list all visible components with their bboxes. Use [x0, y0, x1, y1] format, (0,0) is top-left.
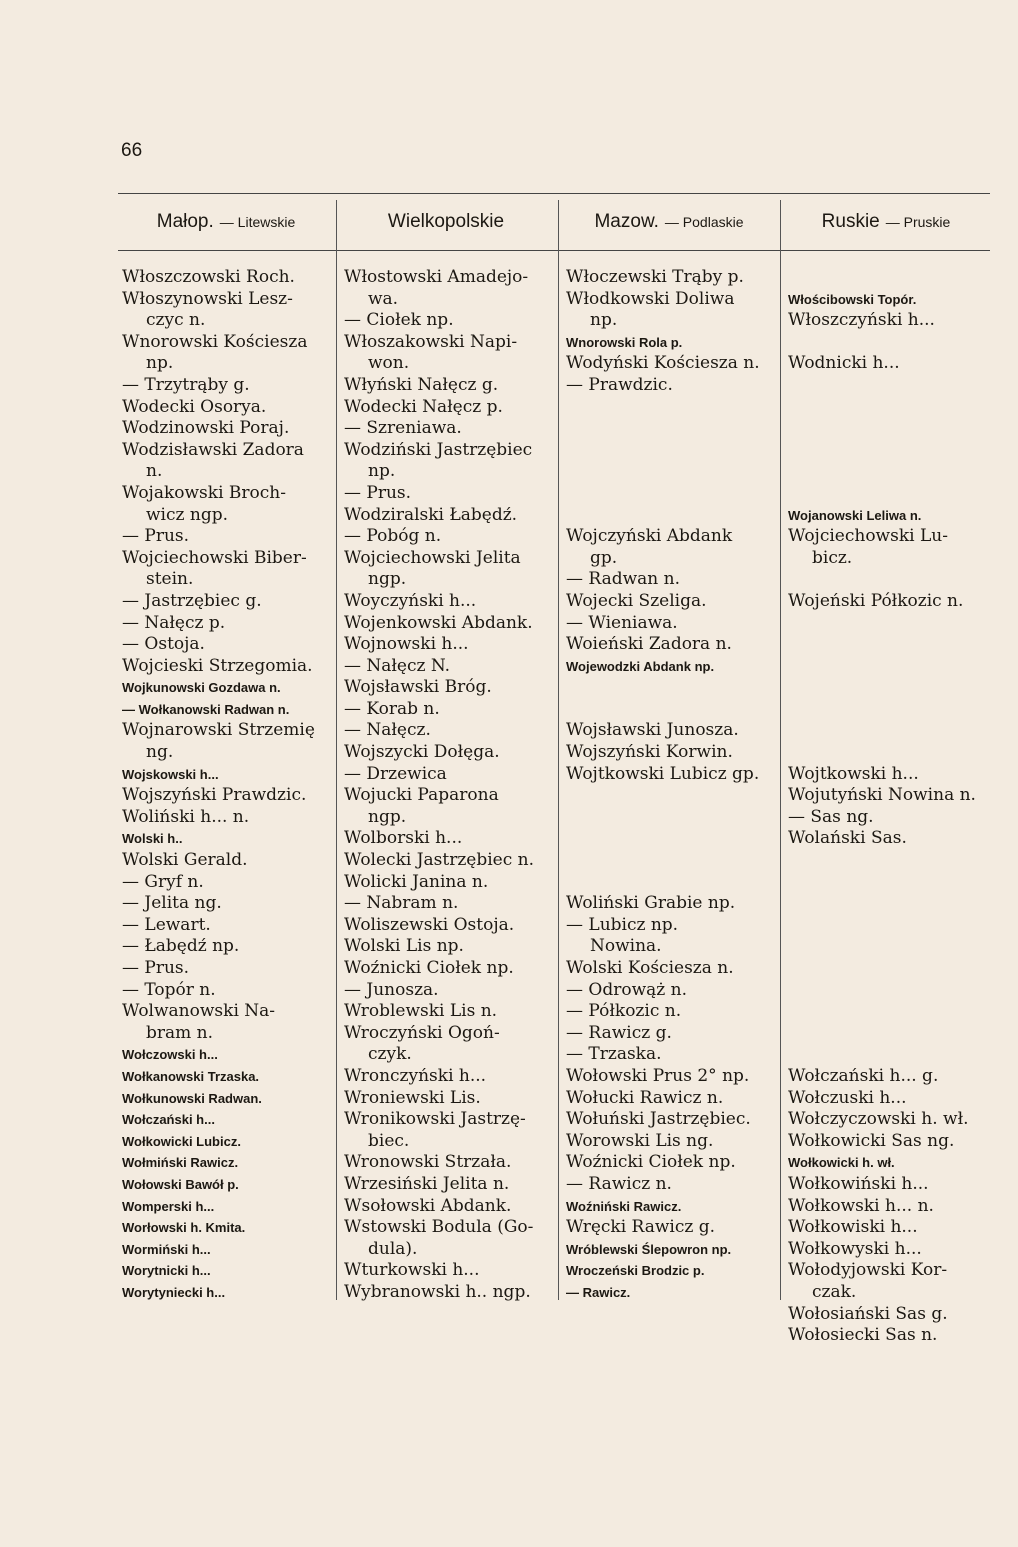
list-item: bram n. [146, 1022, 214, 1043]
list-item: Wołkowski h... n. [788, 1195, 934, 1216]
list-item: — Ciołek np. [344, 310, 454, 331]
list-item: Wołczowski h... [122, 1047, 218, 1063]
header-ruskie-pruskie [782, 197, 990, 247]
list-item: Włoszynowski Lesz- [122, 288, 293, 309]
list-item: Wroczyński Ogoń- [344, 1022, 500, 1043]
list-item: Wronczyński h... [344, 1065, 487, 1086]
list-item: Wołowski Bawół p. [122, 1176, 239, 1192]
list-item: — Półkozic n. [566, 1001, 682, 1022]
header-mazow-podlaskie [558, 197, 780, 247]
list-item: Wołkowicki Lubicz. [122, 1133, 241, 1149]
list-item: czyc n. [146, 310, 206, 331]
list-item: np. [146, 353, 174, 374]
list-item: Wormiński h... [122, 1241, 211, 1257]
list-item: Wołosiański Sas g. [788, 1303, 948, 1324]
list-item: — Ostoja. [122, 634, 205, 655]
list-item: Wojutyński Nowina n. [788, 785, 976, 806]
list-item: Wojecki Szeliga. [566, 590, 707, 611]
list-item: Wojenkowski Abdank. [344, 612, 533, 633]
list-item: — Rawicz g. [566, 1022, 672, 1043]
list-item: Woyczyński h... [344, 590, 477, 611]
list-item: Wodziński Jastrzębiec [344, 439, 533, 460]
list-item: Wnorowski Rola p. [566, 334, 683, 350]
list-item: Wołkowiński h... [788, 1173, 929, 1194]
list-item: — Lubicz np. [566, 914, 679, 935]
list-item: — Junosza. [344, 979, 439, 1000]
list-item [788, 634, 988, 656]
list-item: Włoszczowski Roch. [122, 267, 295, 287]
list-item: Wołkowicki Sas ng. [788, 1130, 955, 1151]
header-main: Wielkopolskie [387, 211, 505, 232]
list-item: — Rawicz n. [566, 1173, 672, 1194]
list-item: Woieński Zadora n. [566, 634, 732, 655]
list-item [788, 958, 988, 980]
list-item: Wojszycki Dołęga. [344, 742, 500, 763]
list-item: Wroniewski Lis. [344, 1087, 481, 1108]
list-item: bicz. [812, 547, 853, 568]
list-item: Wolwanowski Na- [122, 1001, 276, 1022]
header-sub: — Pruskie [885, 214, 951, 230]
list-item: Wolski Gerald. [122, 850, 248, 871]
list-item [566, 483, 778, 505]
list-item: Worytnicki h... [122, 1263, 211, 1279]
list-item: Nowina. [590, 936, 662, 957]
list-item: — Nałęcz. [344, 720, 431, 741]
header-sub: — Podlaskie [664, 214, 744, 230]
list-item: — Korab n. [344, 698, 440, 719]
list-item: stein. [146, 569, 194, 590]
list-item: Wojucki Paparona [344, 785, 499, 806]
list-item: Wnorowski Kościesza [122, 331, 308, 352]
list-item: — Jelita ng. [122, 893, 222, 914]
list-item: ngp. [368, 806, 407, 827]
list-item: — Radwan n. [566, 569, 681, 590]
list-item: Wronikowski Jastrzę- [344, 1109, 526, 1130]
list-item: Wołczański h... g. [788, 1065, 939, 1086]
list-item: — Gryf n. [122, 871, 204, 892]
list-item: — Prus. [122, 526, 190, 547]
list-item: Wołucki Rawicz n. [566, 1087, 724, 1108]
list-item [566, 828, 778, 850]
list-item: — Rawicz. [566, 1284, 631, 1300]
list-item: Wojciechowski Lu- [788, 526, 948, 547]
list-item: Włoszczyński h... [788, 310, 935, 331]
list-item: Wróblewski Ślepowron np. [566, 1241, 732, 1257]
list-item: Wojkunowski Gozdawa n. [122, 680, 281, 696]
list-item [788, 1001, 988, 1023]
list-item [788, 483, 988, 505]
list-item: — Wieniawa. [566, 612, 678, 633]
list-item: Wturkowski h... [344, 1260, 480, 1281]
list-item: Wołkunowski Radwan. [122, 1090, 262, 1106]
list-item: Wojsławski Bróg. [344, 677, 492, 698]
list-item: Wołczański h... [122, 1112, 215, 1128]
page-number: 66 [121, 140, 143, 161]
list-item: Wojeński Półkozic n. [788, 590, 964, 611]
list-item: Wojnarowski Strzemię [122, 720, 315, 741]
header-main: Małop. [156, 211, 214, 232]
list-item: Woźniński Rawicz. [566, 1198, 682, 1214]
list-item [788, 699, 988, 721]
list-item: Wojskowski h... [122, 766, 219, 782]
list-item: Woliszewski Ostoja. [344, 914, 515, 935]
list-item [566, 397, 778, 419]
list-item: — Jastrzębiec g. [122, 590, 262, 611]
list-item: — Topór n. [122, 979, 216, 1000]
header-malop-litewskie [118, 197, 334, 247]
list-item: Woliński Grabie np. [566, 893, 736, 914]
list-item: Wolski Kościesza n. [566, 958, 734, 978]
header-sub: — Litewskie [219, 214, 296, 230]
list-item: Włoszakowski Napi- [344, 331, 518, 352]
column-malop-litewskie [122, 267, 334, 1304]
list-item: Wodecki Osorya. [122, 396, 267, 417]
list-item [788, 332, 988, 354]
list-item: Worytyniecki h... [122, 1284, 226, 1300]
column-divider [558, 200, 559, 1300]
list-item: czyk. [368, 1044, 412, 1065]
list-item [788, 677, 988, 699]
list-item: Wołkowiski h... [788, 1217, 918, 1238]
list-item [788, 1044, 988, 1066]
list-item: Wręcki Rawicz g. [566, 1217, 716, 1238]
list-item: Wstowski Bodula (Go- [344, 1217, 534, 1238]
list-item: — Łabędź np. [122, 936, 240, 957]
list-item [566, 440, 778, 462]
header-main: Mazow. [594, 211, 659, 232]
header-rule [118, 250, 990, 251]
list-item: — Nabram n. [344, 893, 459, 914]
list-item [788, 936, 988, 958]
list-item [788, 980, 988, 1002]
list-item: Womperski h... [122, 1198, 215, 1214]
header-wielkopolskie [336, 197, 556, 247]
list-item [788, 267, 988, 289]
list-item [788, 440, 988, 462]
list-item: Wołkanowski Trzaska. [122, 1068, 260, 1084]
list-item: np. [590, 310, 618, 331]
list-item: Wolski h.. [122, 831, 183, 847]
list-item [788, 915, 988, 937]
header-main: Ruskie [821, 211, 880, 232]
list-item [788, 569, 988, 591]
list-item: Wodzinowski Poraj. [122, 418, 290, 439]
list-item: — Nałęcz p. [122, 612, 226, 633]
list-item: Wojczyński Abdank [566, 526, 733, 547]
list-item: biec. [368, 1130, 410, 1151]
list-item: Wołkowyski h... [788, 1238, 922, 1259]
list-item [788, 893, 988, 915]
list-item [566, 785, 778, 807]
list-item: Wołosiecki Sas n. [788, 1325, 938, 1346]
list-item: Wolański Sas. [788, 828, 907, 849]
column-divider [780, 200, 781, 1300]
list-item [566, 461, 778, 483]
column-ruskie-pruskie [788, 267, 988, 1347]
list-item: Worłowski h. Kmita. [122, 1220, 246, 1236]
list-item: Wodecki Nałęcz p. [344, 396, 503, 417]
list-item: — Trzytrąby g. [122, 374, 250, 395]
list-item [566, 677, 778, 699]
list-item: np. [368, 461, 396, 482]
list-item: Wodziralski Łabędź. [344, 504, 518, 525]
list-item [566, 872, 778, 894]
list-item [788, 850, 988, 872]
list-item: — Lewart. [122, 914, 211, 935]
list-item: Wojcieski Strzegomia. [122, 655, 313, 676]
list-item: Wołczuski h... [788, 1087, 907, 1108]
list-item [788, 1023, 988, 1045]
list-item [788, 461, 988, 483]
list-item: dula). [368, 1238, 418, 1259]
list-item: Wojtkowski Lubicz gp. [566, 763, 760, 784]
list-item: wa. [368, 288, 399, 309]
column-divider [336, 200, 337, 1300]
list-item: Wodnicki h... [788, 353, 900, 374]
list-item: wicz ngp. [146, 504, 228, 525]
list-item: Włodkowski Doliwa [566, 288, 735, 309]
list-item: Wojtkowski h... [788, 763, 919, 784]
list-item: won. [368, 353, 410, 374]
list-item: Wsołowski Abdank. [344, 1195, 512, 1216]
list-item [788, 720, 988, 742]
list-item: Wołkowicki h. wł. [788, 1155, 895, 1171]
list-item: Wrzesiński Jelita n. [344, 1173, 510, 1194]
list-item [566, 699, 778, 721]
list-item [788, 397, 988, 419]
list-item: Wojnowski h... [344, 634, 469, 655]
list-item: Włyński Nałęcz g. [344, 374, 499, 395]
list-item: Wojakowski Broch- [122, 482, 286, 503]
list-item: Wybranowski h.. ngp. [344, 1281, 531, 1302]
list-item: Wroblewski Lis n. [344, 1001, 498, 1022]
list-item: Wojanowski Leliwa n. [788, 507, 922, 523]
list-item: Woźnicki Ciołek np. [344, 958, 514, 978]
list-item: Woliński h... n. [122, 806, 250, 827]
list-item: Wojszyński Korwin. [566, 742, 733, 763]
list-item: czak. [812, 1281, 857, 1302]
column-mazow-podlaskie [566, 267, 778, 1304]
list-item: Woźnicki Ciołek np. [566, 1152, 736, 1173]
list-item: Worowski Lis ng. [566, 1130, 714, 1151]
list-item: Wroczeński Brodzic p. [566, 1263, 705, 1279]
list-item: Wojszyński Prawdzic. [122, 785, 307, 806]
list-item: Wołmiński Rawicz. [122, 1155, 239, 1171]
list-item: Wojsławski Junosza. [566, 720, 739, 741]
list-item [566, 505, 778, 527]
list-item: — Pobóg n. [344, 526, 442, 547]
list-item: n. [146, 461, 163, 482]
list-item: Wojciechowski Jelita [344, 547, 521, 568]
list-item [788, 656, 988, 678]
list-item: — Prus. [344, 482, 412, 503]
list-item [788, 742, 988, 764]
list-item: — Prawdzic. [566, 374, 673, 395]
list-item: Wojewodzki Abdank np. [566, 658, 715, 674]
list-item: Wołowski Prus 2° np. [566, 1065, 750, 1086]
list-item: Wojciechowski Biber- [122, 547, 307, 568]
list-item [788, 418, 988, 440]
list-item [788, 613, 988, 635]
list-item: ngp. [368, 569, 407, 590]
list-item [788, 872, 988, 894]
list-item: Wolicki Janina n. [344, 871, 489, 892]
list-item: — Trzaska. [566, 1044, 662, 1065]
list-item: Wołodyjowski Kor- [788, 1260, 948, 1281]
list-item: Wolecki Jastrzębiec n. [344, 850, 535, 871]
table-header [118, 197, 990, 247]
list-item: Wolborski h... [344, 828, 463, 849]
list-item: Wołuński Jastrzębiec. [566, 1109, 751, 1130]
list-item: — Nałęcz N. [344, 655, 451, 676]
list-item: Wodzisławski Zadora [122, 439, 304, 460]
list-item: — Prus. [122, 958, 190, 978]
list-item: ng. [146, 742, 174, 763]
list-item: — Szreniawa. [344, 418, 462, 439]
list-item: Włoczewski Trąby p. [566, 267, 744, 287]
list-item: — Sas ng. [788, 806, 874, 827]
list-item: Wodyński Kościesza n. [566, 353, 760, 374]
list-item: Włostowski Amadejo- [344, 267, 529, 287]
list-item: — Wołkanowski Radwan n. [122, 701, 290, 717]
column-wielkopolskie [344, 267, 556, 1304]
list-item: Włościbowski Topór. [788, 291, 917, 307]
list-item [566, 807, 778, 829]
list-item [566, 850, 778, 872]
list-item: — Drzewica [344, 763, 447, 784]
list-item: Wołczyczowski h. wł. [788, 1109, 969, 1130]
list-item: gp. [590, 547, 618, 568]
list-item [788, 375, 988, 397]
top-rule [118, 193, 990, 194]
list-item: Wronowski Strzała. [344, 1152, 512, 1173]
list-item: — Odrowąż n. [566, 979, 687, 1000]
list-item [566, 418, 778, 440]
list-item: Wolski Lis np. [344, 936, 464, 957]
